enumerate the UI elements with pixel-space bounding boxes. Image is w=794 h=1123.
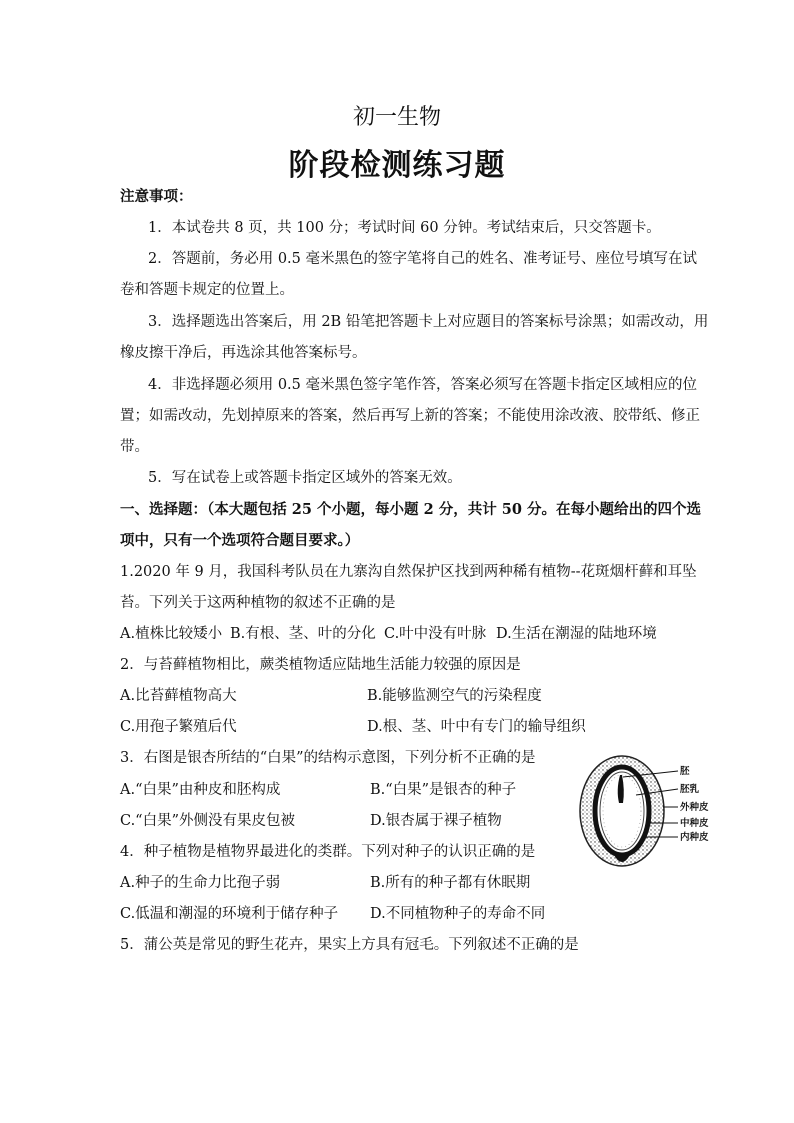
notice-line: 带。 xyxy=(120,439,149,455)
question-5-stem: 5．蒲公英是常见的野生花卉，果实上方具有冠毛。下列叙述不正确的是 xyxy=(120,937,579,953)
question-3-option-b: B.“白果”是银杏的种子 xyxy=(370,782,517,798)
question-2-option-d: D.根、茎、叶中有专门的输导组织 xyxy=(367,719,586,735)
notice-heading: 注意事项： xyxy=(120,188,193,205)
question-3-option-a: A.“白果”由种皮和胚构成 xyxy=(120,782,281,798)
question-2-option-b: B.能够监测空气的污染程度 xyxy=(367,688,542,704)
notice-line: 卷和答题卡规定的位置上。 xyxy=(120,282,294,298)
question-1-stem: 1.2020 年 9 月，我国科考队员在九寨沟自然保护区找到两种稀有植物--花斑烟杆藓和耳坠 xyxy=(120,564,697,580)
question-1-option-b: B.有根、茎、叶的分化 xyxy=(230,626,376,642)
question-2-option-c: C.用孢子繁殖后代 xyxy=(120,719,237,735)
subject-heading: 初一生物 xyxy=(352,105,441,130)
question-4-stem: 4．种子植物是植物界最进化的类群。下列对种子的认识正确的是 xyxy=(120,844,536,860)
question-2-stem: 2．与苔藓植物相比，蕨类植物适应陆地生活能力较强的原因是 xyxy=(120,657,521,673)
question-3-stem: 3．右图是银杏所结的“白果”的结构示意图，下列分析不正确的是 xyxy=(120,750,536,766)
notice-line: 1．本试卷共 8 页，共 100 分；考试时间 60 分钟。考试结束后，只交答题卡。 xyxy=(148,220,661,236)
question-3-option-c: C.“白果”外侧没有果皮包被 xyxy=(120,813,296,829)
label-endosperm: 胚乳 xyxy=(680,784,700,795)
question-1-option-d: D.生活在潮湿的陆地环境 xyxy=(496,626,657,642)
notice-line: 3．选择题选出答案后，用 2B 铅笔把答题卡上对应题目的答案标号涂黑；如需改动，用 xyxy=(148,314,709,330)
notice-line: 置；如需改动，先划掉原来的答案，然后再写上新的答案；不能使用涂改液、胶带纸、修正 xyxy=(120,408,700,424)
question-2-option-a: A.比苔藓植物高大 xyxy=(120,688,237,704)
question-4-option-b: B.所有的种子都有休眠期 xyxy=(370,875,531,891)
question-1-option-a: A.植株比较矮小 xyxy=(120,626,223,642)
question-3-option-d: D.银杏属于裸子植物 xyxy=(370,813,502,829)
label-outer-seed-coat: 外种皮 xyxy=(680,802,709,813)
question-1-stem-cont: 苔。下列关于这两种植物的叙述不正确的是 xyxy=(120,595,396,611)
label-embryo: 胚 xyxy=(680,766,690,777)
question-4-option-c: C.低温和潮湿的环境利于储存种子 xyxy=(120,906,339,922)
question-1-option-c: C.叶中没有叶脉 xyxy=(384,626,487,642)
notice-line: 4．非选择题必须用 0.5 毫米黑色签字笔作答，答案必须写在答题卡指定区域相应的位 xyxy=(148,377,698,393)
label-middle-seed-coat: 中种皮 xyxy=(680,818,709,829)
ginkgo-seed-diagram xyxy=(570,745,725,885)
question-4-option-d: D.不同植物种子的寿命不同 xyxy=(370,906,546,922)
question-4-option-a: A.种子的生命力比孢子弱 xyxy=(120,875,281,891)
section-heading: 一、选择题：（本大题包括 25 个小题，每小题 2 分，共计 50 分。在每小题给出的四个选 xyxy=(120,501,701,518)
notice-line: 橡皮擦干净后，再选涂其他答案标号。 xyxy=(120,345,367,361)
label-inner-seed-coat: 内种皮 xyxy=(680,832,709,843)
notice-line: 2．答题前，务必用 0.5 毫米黑色的签字笔将自己的姓名、准考证号、座位号填写在试 xyxy=(148,251,698,267)
exam-title: 阶段检测练习题 xyxy=(288,148,506,183)
notice-line: 5．写在试卷上或答题卡指定区域外的答案无效。 xyxy=(148,470,462,486)
section-heading-cont: 项中，只有一个选项符合题目要求。） xyxy=(120,532,360,549)
